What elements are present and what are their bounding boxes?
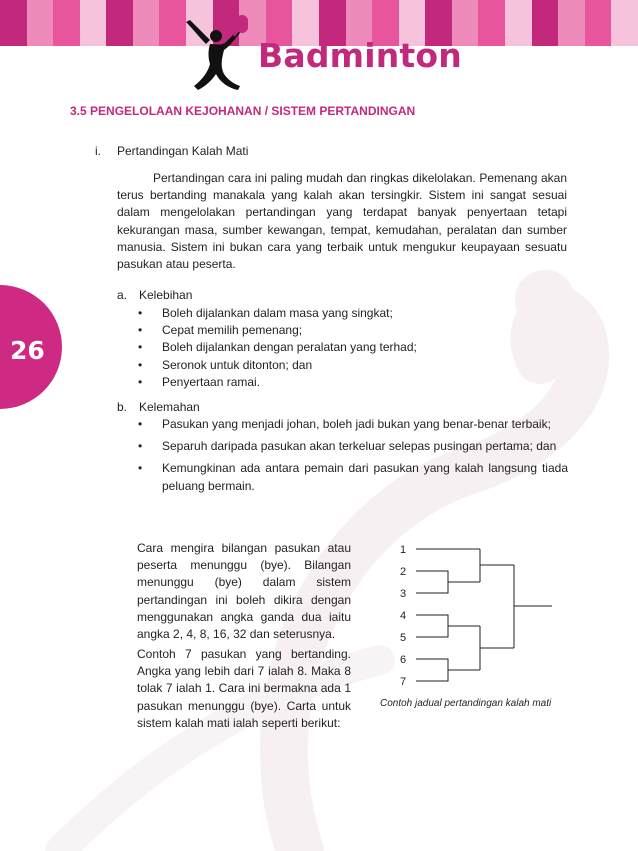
badminton-player-icon xyxy=(172,14,248,94)
bullet-icon: • xyxy=(138,306,143,320)
bracket-line xyxy=(416,571,448,593)
bye-note: Cara mengira bilangan pasukan atau peserta menunggu (bye). Bilangan menunggu (bye) dalam sistem pertandingan ini boleh dikira dengan menggunakan angka ganda dua iaitu angka 2, 4, 8, 16, 32 dan seterusnya. xyxy=(137,541,351,642)
bullet-icon: • xyxy=(138,323,143,338)
bracket-team-label: 1 xyxy=(400,544,407,556)
bracket-caption: Contoh jadual pertandingan kalah mati xyxy=(380,698,552,709)
list-item: • Boleh dijalankan dengan peralatan yang terhad; xyxy=(138,339,568,356)
list-item: • Boleh dijalankan dalam masa yang singkat; xyxy=(138,305,568,322)
page-number: 26 xyxy=(10,336,45,365)
list-item: • Cepat memilih pemenang; xyxy=(138,322,568,339)
kelemahan-label: Kelemahan xyxy=(139,400,200,414)
item-number: i. xyxy=(95,144,101,158)
bullet-icon: • xyxy=(138,417,143,431)
list-item: • Pasukan yang menjadi johan, boleh jadi bukan yang benar-benar terbaik; xyxy=(138,416,568,433)
kelebihan-letter: a. xyxy=(117,288,128,302)
list-item: • Seronok untuk ditonton; dan xyxy=(138,357,568,374)
bullet-icon: • xyxy=(138,340,143,355)
bullet-icon: • xyxy=(138,374,143,389)
knockout-bracket xyxy=(380,538,580,698)
item-title: Pertandingan Kalah Mati xyxy=(117,144,249,158)
bracket-team-label: 3 xyxy=(400,588,407,600)
kelemahan-list xyxy=(138,416,568,495)
kelemahan-letter: b. xyxy=(117,400,128,414)
bracket-team-label: 6 xyxy=(400,654,407,666)
kelebihan-list xyxy=(138,305,568,391)
section-heading: 3.5 PENGELOLAAN KEJOHANAN / SISTEM PERTANDINGAN xyxy=(70,104,416,118)
bracket-team-label: 2 xyxy=(400,566,407,578)
bracket-team-label: 7 xyxy=(400,676,407,688)
kelebihan-label: Kelebihan xyxy=(139,288,193,302)
bullet-icon: • xyxy=(138,439,143,454)
list-item: • Penyertaan ramai. xyxy=(138,374,568,391)
list-item: • Kemungkinan ada antara pemain dari pasukan yang kalah langsung tiada peluang bermain. xyxy=(138,461,568,493)
page-title: Badminton xyxy=(258,36,462,75)
example-note: Contoh 7 pasukan yang bertanding. Angka yang lebih dari 7 ialah 8. Maka 8 tolak 7 ialah 1. Cara ini bermakna ada 1 pasukan menunggu (bye). Carta untuk sistem kalah mati ialah seperti berikut: xyxy=(137,647,351,730)
bullet-icon: • xyxy=(138,357,143,372)
list-item: • Separuh daripada pasukan akan terkeluar selepas pusingan pertama; dan xyxy=(138,438,568,455)
bracket-team-label: 4 xyxy=(400,610,407,622)
bracket-line xyxy=(416,615,448,637)
intro-paragraph: Pertandingan cara ini paling mudah dan ringkas dikelolakan. Pemenang akan terus bertanding manakala yang kalah akan tersingkir. Sistem ini sangat sesuai dalam mengelolakan pertandingan yang terdapat banyak penyertaan tetapi kekurangan masa, sumber kewangan, tempat, kemudahan, peralatan dan sumber manusia. Sistem ini bukan cara yang terbaik untuk mengukur keupayaan sesuatu pasukan atau peserta. xyxy=(117,171,567,272)
bracket-team-label: 5 xyxy=(400,632,407,644)
bullet-icon: • xyxy=(138,461,143,476)
bracket-line xyxy=(416,659,448,681)
